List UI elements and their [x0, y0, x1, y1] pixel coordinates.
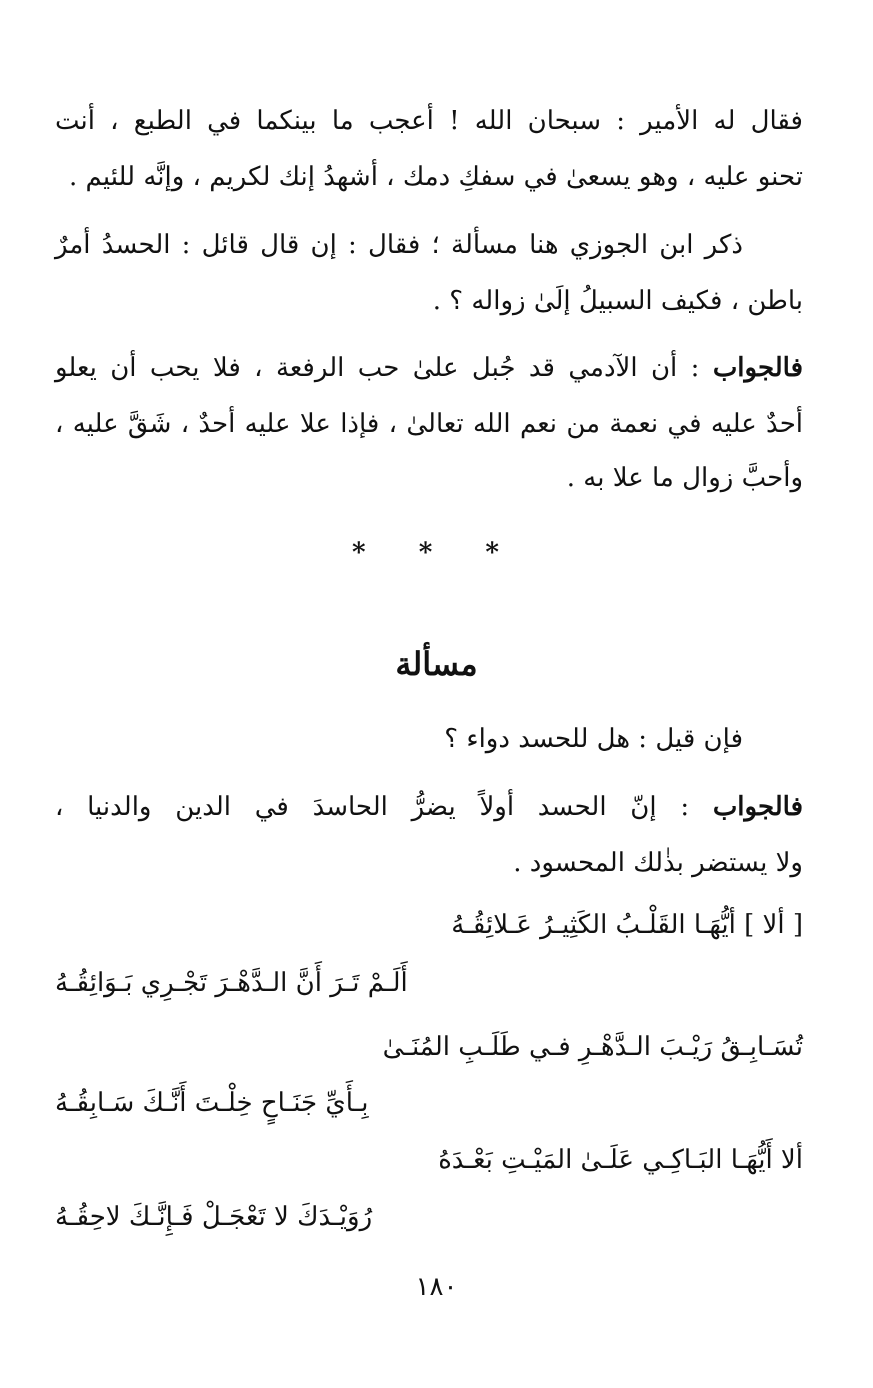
answer-text: : أن الآدمي قد جُبل علىٰ حب الرفعة ، فلا يحب أن يعلو: [55, 353, 713, 383]
poem-verse-6: رُوَيْـدَكَ لا تَعْجَـلْ فَـإِنَّـكَ لاحِقُـهُ: [55, 1202, 373, 1232]
paragraph-3-line-3: وأحبَّ زوال ما علا به .: [566, 463, 803, 493]
section-separator: * * *: [352, 538, 521, 568]
paragraph-3-line-2: أحدٌ عليه في نعمة من نعم الله تعالىٰ ، فإذا علا عليه أحدٌ ، شَقَّ عليه ،: [55, 409, 803, 439]
paragraph-2-line-1: ذكر ابن الجوزي هنا مسألة ؛ فقال : إن قال قائل : الحسدُ أمرٌ: [55, 230, 743, 260]
poem-verse-4: بِـأَيِّ جَنَـاحٍ خِلْـتَ أَنَّـكَ سَـابِقُـهُ: [55, 1088, 369, 1118]
poem-verse-1: [ ألا ] أيُّهَـا القَلْـبُ الكَثِيـرُ عَـلائِقُـهُ: [451, 910, 803, 940]
paragraph-2-line-2: باطن ، فكيف السبيلُ إلَىٰ زواله ؟ .: [432, 286, 803, 316]
poem-verse-5: ألا أَيُّهَـا البَـاكِـي عَلَـىٰ المَيْـتِ بَعْـدَهُ: [438, 1145, 803, 1175]
poem-verse-3: تُسَـابِـقُ رَيْـبَ الـدَّهْـرِ فـي طَلَـبِ المُنَـىٰ: [382, 1032, 803, 1062]
answer-label: فالجواب: [712, 353, 803, 383]
question-line: فإن قيل : هل للحسد دواء ؟: [444, 724, 743, 754]
poem-verse-2: أَلَـمْ تَـرَ أَنَّ الـدَّهْـرَ تَجْـرِي بَـوَائِقُـهُ: [55, 968, 408, 998]
answer-2-label: فالجواب: [712, 792, 803, 822]
answer-2-line-1: [55, 790, 803, 824]
page-number: ١٨٠: [415, 1272, 458, 1302]
section-heading: مسألة: [395, 645, 478, 683]
answer-2-text: : إنّ الحسد أولاً يضرُّ الحاسدَ في الدين والدنيا ،: [55, 792, 713, 822]
paragraph-1-line-2: تحنو عليه ، وهو يسعىٰ في سفكِ دمك ، أشهدُ إنك لكريم ، وإنَّه للئيم .: [69, 162, 803, 192]
paragraph-1-line-1: فقال له الأمير : سبحان الله ! أعجب ما بينكما في الطبع ، أنت: [55, 106, 803, 136]
paragraph-3-line-1: [55, 351, 803, 385]
answer-2-line-2: ولا يستضر بذٰلك المحسود .: [513, 848, 803, 878]
